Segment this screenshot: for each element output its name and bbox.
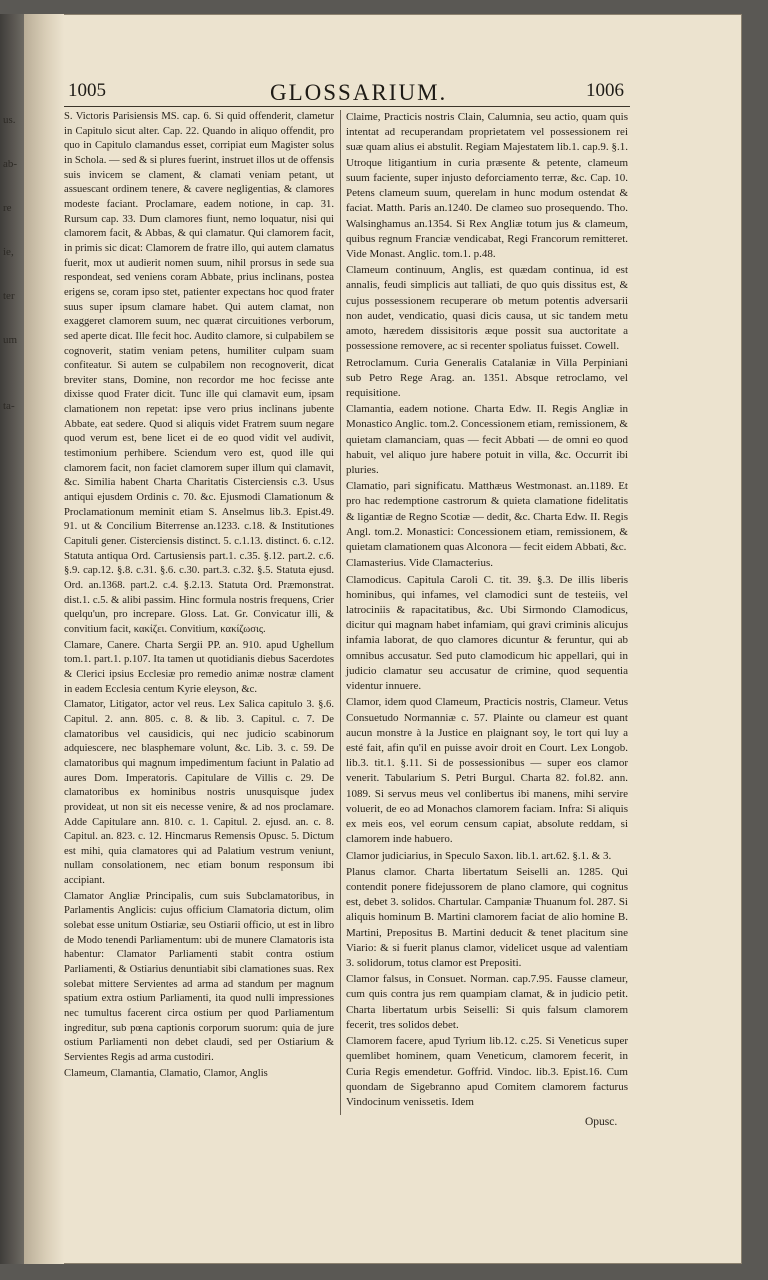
right-column (346, 110, 628, 1110)
column-divider (340, 110, 341, 1115)
facing-page-edge (0, 14, 24, 1264)
left-column (64, 110, 334, 1081)
folio-number-left: 1005 (68, 80, 106, 101)
entry-clameum-cont: Claime, Practicis nostris Clain, Calumnia, seu actio, quam quis intentat ad recuperandam proprietatem vel possessionem rei suæ quam alius ei abstulit. Regiam Majestatem lib.1. cap.9. §.1. Utroque litigantium in curia præsente & petente, clameum suum faciente, super injusto deforciamento terræ, &c. Cap. 10. Petens clameum suum, querelam in hunc modum ostendat & faciat. Matth. Paris an.1240. De clameo suo prosequendo. Tho. Walsinghamus an.1354. Si Rex Angliæ totum jus & clameum, quibus regnum Franciæ vendicabat, Regi Francorum remitteret. Vide Monast. Anglic. tom.1. p.48. (346, 111, 628, 260)
catchword: Opusc. (585, 1116, 618, 1128)
facing-page-fragment: re (3, 202, 12, 214)
header-rule (64, 106, 630, 107)
entry-clamator: Clamator, Litigator, actor vel reus. Lex Salica capitulo 3. §.6. Capitul. 2. ann. 805. c. 8. & lib. 3. Capitul. c. 7. De clamatoribus vel causidicis, qui nec judicio scabinorum adquiescere, nec blasphemare volunt, &c. Lib. 3. c. 59. De clamatoribus qui magnum impedimentum faciunt in Palatio ad aures Dom. Imperatoris. Capitulare de Villis c. 29. De clamatoribus ex hominibus nostris unusquisque judex provideat, ut non sit eis necesse venire, & ad nos proclamare. Adde Capitulare ann. 810. c. 1. Capitul. 2. ejusd. an. c. 8. Capitul. an. 823. c. 12. Hincmarus Remensis Opusc. 5. Dictum est mihi, quia clamatores qui ad Palatium vestrum veniunt, nullam consolationem, nec etiam bonum responsum ibi accipiant. (64, 699, 334, 887)
entry-clamasterius: Clamasterius. Vide Clamacterius. (346, 557, 493, 570)
entry-clamorem-facere: Clamorem facere, apud Tyrium lib.12. c.25. Si Veneticus super quemlibet hominem, quam Veneticum, clamorem fecerit, in Curia Regis emendetur. Goffrid. Vindoc. lib.3. Epist.16. Cum quondam de Sigebranno apud Comitem clamorem facturus Vindocinum venissetis. Idem (346, 1035, 628, 1108)
entry-clamatio: Clamatio, pari significatu. Matthæus Westmonast. an.1189. Et pro hac redemptione castrorum & quieta clamatione fidelitatis & ligantiæ de Regno Scotiæ — dedit, &c. Charta Edw. II. Regis Angl. tom.2. Monastici: Concessionem etiam, remissionem, & quietam clamationem quas Alconora — fecit eidem Abbati, &c. (346, 480, 628, 554)
folio-number-right: 1006 (586, 80, 624, 101)
entry-clamantia: Clamantia, eadem notione. Charta Edw. II. Regis Angliæ in Monastico Anglic. tom.2. Concessionem etiam, remissionem, & quietam clamanciam, quas — fecit Abbati — de omni eo quod habuit, vel aliquo jure habere potuit in villa, &c. Occurrit ibi pluries. (346, 403, 628, 477)
page-gutter-shadow (24, 14, 64, 1264)
facing-page-fragment: ab- (3, 158, 18, 170)
entry-clamator-angliae: Clamator Angliæ Principalis, cum suis Subclamatoribus, in Parlamentis Anglicis: cujus officium Clamatoria dictum, olim solebat esse unitum Ostiariæ, seu Ostiarii officio, ut est in libro de Modo tenendi Parliamentum: ubi de munere Clamatoris ista habentur: Clamator Parliamenti stabit contra ostium Parliamenti, & Ostiarius denuntiabit sibi clamationes suas. Rex solebat mittere Servientes ad arma ad standum per magnum spatium extra ostium Parliamenti, ita quod nulli impressiones nec tumultus facerent circa ostium per quod Parliamentum ingreditur, sub pœna captionis corporum suorum: quia de jure ostium Parliamenti non debet claudi, sed per Ostiarium & Servientes Regis ad arma custodiri. (64, 890, 334, 1063)
entry-planus-clamor: Planus clamor. Charta libertatum Seiselli an. 1285. Qui contendit ponere fidejussorem de plano clamore, qui cognitus est, debet 3. solidos. Chartular. Campaniæ Thuanum fol. 287. Si aliquis hominum B. Martini clamorem faciat de alio homine B. Martini, Prepositus B. Martini deducit & tenet placitum sine Viario: & si fuerit planus clamor, videlicet usque ad valentiam 3. solidorum, totus clamor est Prepositi. (346, 865, 628, 970)
entry-clamor-judiciarius: Clamor judiciarius, in Speculo Saxon. lib.1. art.62. §.1. & 3. (346, 849, 612, 862)
paragraph-victorine-usage: S. Victoris Parisiensis MS. cap. 6. Si quid offenderit, clametur in Capitulo sicut alter. Cap. 22. Quando in aliquo offendit, pro quo in Capitulo clamandus esset, corripiat eum Magister solus in Schola. — sed & si plures fuerint, instruet illos ut de offensis suis invicem se clament, & clamati veniam petant, ut assuescant ordinem tenere, & cavere negligentias, & clamores modeste faciant. Proclamare, eadem notione, in cap. 31. Rursum cap. 33. Dum clamores fiunt, nemo loquatur, nisi qui clamorem facit, & Abbas, & qui clamatur. Qui clamorem facit, in primis sic dicat: Clamorem de fratre illo, qui autem clamatus fuerit, mox ut audierit nomen suum, nihil prorsus in sede sua respondeat, sed veniens coram Abbate, prius inclinans, postea erigens se, coram ipso stet, patienter expectans hoc quod frater suus super ipsum clamare habet. Qui autem clamat, non exaggeret clamorem suum, nec quærat circuitiones verborum, sed aperte dicat. Ille fecit hoc. Audito clamore, si culpabilem se cognoverit, statim veniam petens, humiliter culpam suam confiteatur. Si autem se culpabilem non recognoverit, dicat breviter stans, Domine, non recordor me hoc fecisse ante dixisse quod Frater dicit. Tunc ille qui clamavit eum, ipsam clamationem non repetat: ipse vero prius inclinans jubente Abbate, eat sedere. Quod si aliquis videt Fratrem suum negare quod verum est, bene licet ei de eo quod vidit vel audivit, testimonium perhibere. Sciendum vero est, quod ille qui clamorem facit, non faciet clamorem super illum qui clamavit, &c. Similia habent Charta Charitatis Cisterciensis c.3. Usus antiqui ejusdem Ordinis c. 70. &c. Ejusmodi Clamationum & Proclamationum meminit etiam S. Anselmus lib.3. Epist.49. 91. ut & Concilium Biterrense an.1233. c.18. & Institutiones Capituli gener. Cisterciensis distinct. 5. c.1.13. distinct. 6. c.12. Statuta antiqua Ord. Cartusiensis part.1. c.35. §.12. part.2. c.6. §.9. cap.12. §.8. c.31. §.6. c.30. part.3. c.32. §.5. Statuta ejusd. Ord. an.1368. part.2. c.4. §.2.13. Statuta Ord. Præmonstrat. dist.1. c.5. & alibi passim. Hinc formula nostris frequens, Crier quelqu'un, pro increpare. Gloss. Lat. Gr. Convicatur illi, & convitium facit, κακίζει. Convitium, κακίζωσις. (64, 111, 334, 635)
facing-page-fragment: us. (3, 114, 16, 126)
entry-clamare: Clamare, Canere. Charta Sergii PP. an. 910. apud Ughellum tom.1. part.1. p.107. Ita tamen ut quotidianis diebus Sacerdotes & Clerici ipsius Ecclesiæ pro remedio animæ nostræ clament in eadem Ecclesia centum Kyrie eleyson, &c. (64, 639, 334, 695)
facing-page-fragment: ter (3, 290, 15, 302)
running-head: GLOSSARIUM. (270, 80, 448, 105)
entry-clamor: Clamor, idem quod Clameum, Practicis nostris, Clameur. Vetus Consuetudo Normanniæ c. 57. Plainte ou clameur est quant aucun monstre à la Justice en plaignant soy, le tort qui luy a esté fait, afin qu'il en puisse avoir droit en Court. Lex Longob. lib.3. tit.1. §.11. Si de possessionibus — super eos clamor venerit. Tabularium S. Petri Burgul. Charta 82. fol.82. ann. 1089. Si servus meus vel conlibertus ibi manens, mihi servire voluerit, de eo ad Monachos clamorem faciam. Infra: Si aliquis ex meis eos, vel eorum censum capiat, absolute reddam, si clamorem inde habuero. (346, 696, 628, 846)
entry-clameum-continuum: Clameum continuum, Anglis, est quædam continua, id est annalis, feudi simplicis aut talliati, de quo quis dissitus est, & cujus possessionem recuperare ob metum potentis adversarii non audet, vendicatio, quasi dicis causa, ut sic tandem metu amoto, hæredem dissisitoris æque possit sua auctoritate a possessione removere, ac si recenter spoliatus fuisset. Cowell. (346, 264, 628, 353)
entry-clamodicus: Clamodicus. Capitula Caroli C. tit. 39. §.3. De illis liberis hominibus, qui infames, vel clamodici sunt de testeiis, vel latrociniis & rapacitatibus, &c. Ubi Sirmondo Clamodicus, dicitur qui magnam habet infamiam, qui gravi criminis alicujus infamia laborat, de quo clamores dicuntur & feruntur, qui ab omnibus accusatur. Sed puto clamodicum hic appellari, qui in judicio clamatur seu accusatur de crimine, quod sequentia videntur innuere. (346, 573, 628, 693)
entry-clamor-falsus: Clamor falsus, in Consuet. Norman. cap.7.95. Fausse clameur, cum quis contra jus rem quampiam clamat, & in judicio petit. Charta libertatum urbis Seiselli: Si quis falsum clamorem fecerit, tres solidos debet. (346, 973, 628, 1031)
entry-clameum-start: Clameum, Clamantia, Clamatio, Clamor, Anglis (64, 1067, 268, 1079)
entry-retroclamum: Retroclamum. Curia Generalis Catalaniæ in Villa Perpiniani sub Petro Rege Arag. an. 1351. Absque retroclamo, vel requisitione. (346, 356, 628, 399)
facing-page-fragment: ie, (3, 246, 14, 258)
facing-page-fragment: ta- (3, 400, 15, 412)
facing-page-fragment: um (3, 334, 18, 346)
